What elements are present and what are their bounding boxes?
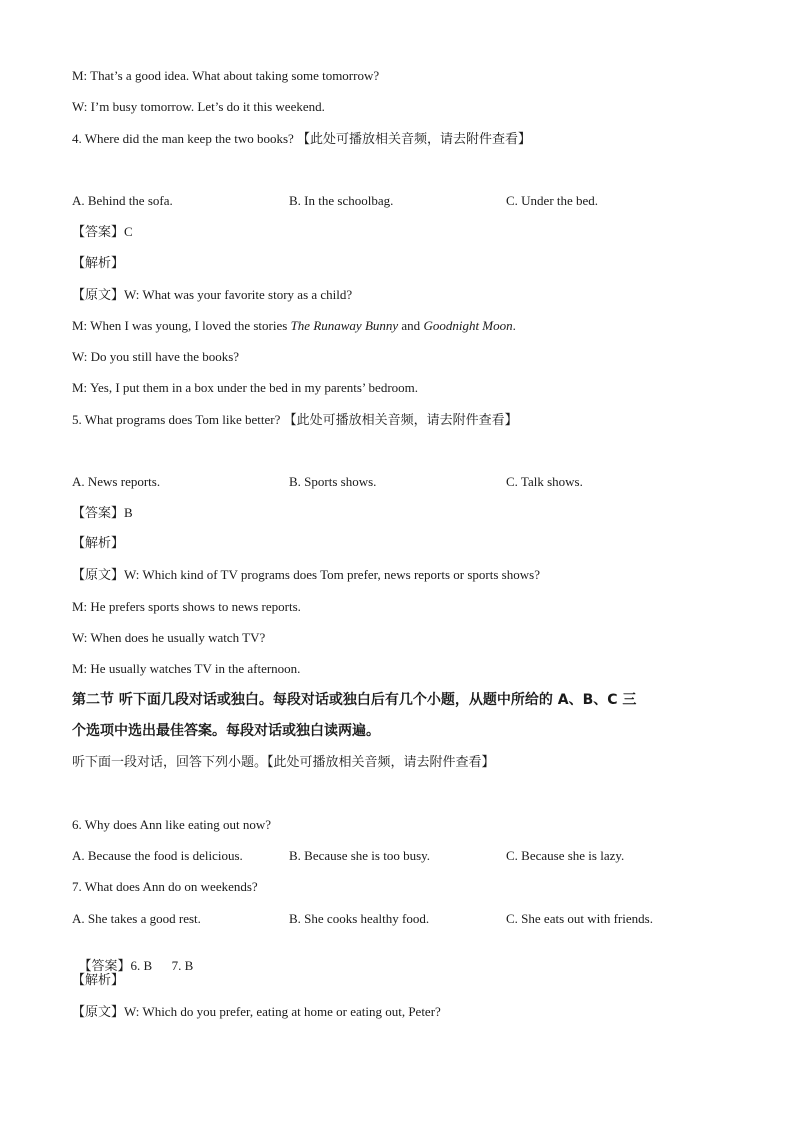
transcript-text: W: Which do you prefer, eating at home or eating out, Peter?	[124, 1004, 441, 1019]
analysis-label: 【解析】	[72, 536, 125, 551]
option-a: A. Because the food is delicious.	[72, 848, 243, 863]
section-heading: 第二节 听下面几段对话或独白。每段对话或独白后有几个小题，从题中所给的 A、B、C 三	[72, 692, 637, 708]
transcript-text: W: What was your favorite story as a child?	[124, 287, 353, 302]
answer-label: 【答案】	[78, 959, 131, 974]
option-c: C. Talk shows.	[506, 474, 583, 489]
answer-value: B	[124, 505, 133, 520]
transcript-line	[72, 1004, 441, 1021]
transcript-text: M: When I was young, I loved the stories	[72, 318, 291, 333]
transcript-text: and	[398, 318, 424, 333]
answer-label: 【答案】	[72, 506, 125, 521]
transcript-line: M: Yes, I put them in a box under the bed in my parents’ bedroom.	[72, 380, 419, 395]
question-text: 4. Where did the man keep the two books?	[72, 131, 294, 146]
audio-note[interactable]: 【此处可播放相关音频，请去附件查看】	[297, 132, 532, 147]
transcript-line: M: He usually watches TV in the afternoon.	[72, 661, 301, 676]
answer-value: 6. B 7. B	[130, 958, 194, 973]
option-b: B. Sports shows.	[289, 474, 377, 489]
transcript-line: W: When does he usually watch TV?	[72, 630, 266, 645]
analysis-label: 【解析】	[72, 256, 125, 271]
answer-line	[72, 942, 193, 975]
audio-note[interactable]: 【此处可播放相关音频，请去附件查看】	[283, 413, 518, 428]
answer-label: 【答案】	[72, 225, 125, 240]
dialog-line: M: That’s a good idea. What about taking some tomorrow?	[72, 68, 380, 83]
option-b: B. She cooks healthy food.	[289, 911, 430, 926]
transcript-text: .	[512, 318, 516, 333]
transcript-label: 【原文】	[72, 568, 125, 583]
analysis-label: 【解析】	[72, 973, 125, 988]
transcript-text: W: Which kind of TV programs does Tom prefer, news reports or sports shows?	[124, 567, 540, 582]
option-b: B. In the schoolbag.	[289, 193, 394, 208]
question-4	[72, 131, 531, 148]
answer-value: C	[124, 224, 133, 239]
answer-line	[72, 224, 133, 241]
transcript-label: 【原文】	[72, 1005, 125, 1020]
book-title: The Runaway Bunny	[290, 318, 399, 333]
option-c: C. Under the bed.	[506, 193, 599, 208]
question-7: 7. What does Ann do on weekends?	[72, 879, 258, 894]
question-5	[72, 412, 518, 429]
book-title: Goodnight Moon	[423, 318, 513, 333]
transcript-line	[72, 567, 540, 584]
transcript-line	[72, 318, 516, 334]
transcript-label: 【原文】	[72, 288, 125, 303]
option-a: A. She takes a good rest.	[72, 911, 201, 926]
transcript-line: M: He prefers sports shows to news reports.	[72, 599, 301, 614]
option-c: C. Because she is lazy.	[506, 848, 625, 863]
option-b: B. Because she is too busy.	[289, 848, 431, 863]
section-heading: 个选项中选出最佳答案。每段对话或独白读两遍。	[72, 723, 380, 739]
dialog-line: W: I’m busy tomorrow. Let’s do it this weekend.	[72, 99, 325, 114]
question-text: 5. What programs does Tom like better?	[72, 412, 281, 427]
option-a: A. News reports.	[72, 474, 161, 489]
question-6: 6. Why does Ann like eating out now?	[72, 817, 272, 832]
answer-line	[72, 505, 133, 522]
option-c: C. She eats out with friends.	[506, 911, 653, 926]
transcript-line: W: Do you still have the books?	[72, 349, 240, 364]
option-a: A. Behind the sofa.	[72, 193, 173, 208]
transcript-line	[72, 287, 352, 304]
section-instruction: 听下面一段对话，回答下列小题。【此处可播放相关音频，请去附件查看】	[72, 755, 495, 770]
